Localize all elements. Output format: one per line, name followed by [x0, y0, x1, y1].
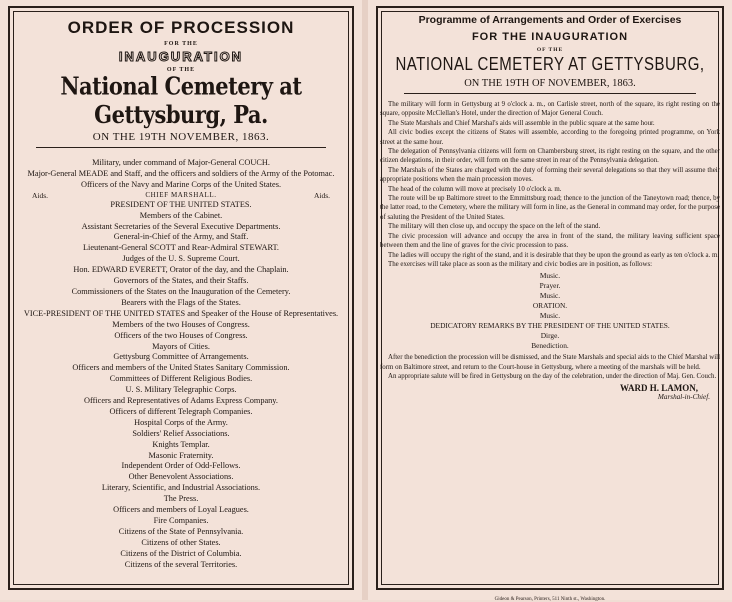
procession-item: Members of the Cabinet.: [139, 210, 223, 220]
procession-item: Citizens of the several Territories.: [124, 559, 238, 569]
closing-paragraph: An appropriate salute will be fired in Gettysburg on the day of the celebration, under the direction of Maj. Gen. Couch.: [388, 373, 717, 381]
procession-item: The Press.: [163, 494, 199, 504]
procession-item: Fire Companies.: [153, 516, 209, 525]
arrangement-paragraph: The head of the column will move at precisely 10 o'clock a. m.: [388, 185, 562, 193]
procession-item: VICE-PRESIDENT OF THE UNITED STATES and Speaker of the House of Representatives.: [23, 308, 339, 318]
divider: [36, 147, 327, 148]
of-the-label: OF THE: [166, 67, 196, 73]
procession-item: Soldiers' Relief Associations.: [132, 428, 230, 438]
order-of-procession-page: [0, 0, 362, 600]
aids-right: Aids.: [313, 190, 330, 200]
exercise-item: Dirge.: [540, 331, 560, 341]
exercise-item: Benediction.: [531, 341, 569, 351]
procession-item: Military, under command of Major-General COUCH.: [92, 158, 270, 167]
procession-item: PRESIDENT OF THE UNITED STATES.: [110, 199, 252, 209]
chief-marshal-row: [10, 191, 352, 200]
procession-item: Officers and members of Loyal Leagues.: [113, 505, 249, 515]
exercise-item: DEDICATORY REMARKS BY THE PRESIDENT OF THE UNITED STATES.: [430, 321, 670, 331]
procession-item: Officers of the Navy and Marine Corps of the United States.: [80, 179, 282, 189]
programme-subtitle: FOR THE INAUGURATION: [471, 31, 629, 43]
procession-item: Knights Templar.: [152, 439, 210, 449]
arrangement-paragraph: The delegation of Pennsylvania citizens will form on Chambersburg street, its right resting on the square, and the other citizen delegations, in their order, will form on the same street in rear of the Pennsylvania delegation.: [380, 148, 720, 165]
procession-item: Bearers with the Flags of the States.: [121, 297, 241, 307]
procession-item: Hon. EDWARD EVERETT, Orator of the day, and the Chaplain.: [73, 265, 289, 275]
closing-paragraphs: [380, 353, 720, 381]
procession-item: Officers of the two Houses of Congress.: [114, 330, 248, 340]
exercise-item: ORATION.: [532, 301, 568, 311]
programme-body: [378, 94, 722, 402]
signature-title: Marshal-in-Chief.: [657, 392, 710, 401]
arrangement-paragraph: The route will be up Baltimore street to the Emmittsburg road; thence to the junction of the Taneytown road; thence, by the latter road, to the Cemetery, where the military will form in line, as the General in command may order, for the purpose of saluting the President of the United States.: [380, 195, 720, 221]
exercise-list: [380, 271, 720, 351]
procession-item: Officers and members of the United States Sanitary Commission.: [72, 363, 290, 373]
procession-item: General-in-Chief of the Army, and Staff.: [113, 232, 249, 242]
inauguration-heading: INAUGURATION: [118, 49, 244, 64]
exercise-item: Music.: [539, 311, 561, 321]
printer-credit: Gideon & Pearson, Printers, 511 Ninth st., Washington.: [494, 597, 606, 602]
procession-item: Commissioners of the States on the Inauguration of the Cemetery.: [71, 286, 291, 296]
procession-item: U. S. Military Telegraphic Corps.: [125, 385, 237, 395]
cemetery-heading: NATIONAL CEMETERY AT GETTYSBURG,: [395, 54, 705, 75]
arrangement-paragraph: The exercises will take place as soon as the military and civic bodies are in position, as follows:: [388, 260, 653, 268]
procession-date: ON THE 19TH NOVEMBER, 1863.: [92, 131, 270, 143]
procession-item: Citizens of other States.: [141, 537, 221, 547]
procession-item: Committees of Different Religious Bodies.: [109, 374, 253, 384]
procession-item: Independent Order of Odd-Fellows.: [121, 461, 241, 471]
procession-list-continued: [10, 200, 352, 571]
arrangement-paragraph: The State Marshals and Chief Marshal's aids will assemble in the public square at the same hour.: [388, 119, 655, 127]
arrangement-paragraph: The Marshals of the States are charged with the duty of forming their several delegations so that they will assume their appropriate positions when the main procession moves.: [380, 166, 720, 184]
procession-item: Citizens of the District of Columbia.: [120, 548, 242, 558]
procession-item: Officers of different Telegraph Companies.: [109, 406, 253, 416]
procession-item: Governors of the States, and their Staffs.: [113, 276, 249, 286]
arrangement-paragraphs: [380, 100, 720, 269]
procession-item: Mayors of Cities.: [152, 341, 210, 351]
closing-paragraph: After the benediction the procession will be dismissed, and the State Marshals and special aids to the Chief Marshal will form on Baltimore street, and return to the Court-house in Gettysburg, where a meeting of the marshals will be held.: [380, 354, 720, 371]
procession-item: Lieutenant-General SCOTT and Rear-Admiral STEWART.: [82, 243, 280, 253]
exercise-item: Music.: [539, 271, 561, 281]
cemetery-name: National Cemetery at Gettysburg, Pa.: [60, 71, 302, 129]
chief-marshal-label: CHIEF MARSHALL.: [145, 190, 217, 199]
programme-title: Programme of Arrangements and Order of Exercises: [418, 14, 682, 26]
procession-item: Citizens of the State of Pennsylvania.: [118, 526, 244, 536]
procession-title: ORDER OF PROCESSION: [67, 18, 295, 37]
arrangement-paragraph: The ladies will occupy the right of the stand, and it is desirable that they be upon the ground as early as ten o'clock a. m.: [388, 251, 720, 259]
procession-item: Members of the two Houses of Congress.: [112, 319, 250, 329]
arrangement-paragraph: The military will then close up, and occupy the space on the left of the stand.: [388, 223, 601, 231]
of-the-label: OF THE: [536, 47, 564, 53]
programme-page: [368, 0, 732, 600]
exercise-item: Music.: [539, 291, 561, 301]
procession-list: [10, 158, 352, 191]
arrangement-paragraph: The military will form in Gettysburg at 9 o'clock a. m., on Carlisle street, north of the square, its right resting on the square, opposite McClellan's Hotel, under the direction of Major General Couch.: [380, 101, 720, 118]
procession-item: Hospital Corps of the Army.: [134, 417, 228, 427]
procession-item: Officers and Representatives of Adams Express Company.: [83, 396, 278, 406]
exercise-item: Prayer.: [539, 281, 561, 291]
signature: WARD H. LAMON,: [620, 382, 698, 393]
for-the-label: FOR THE: [164, 41, 198, 47]
procession-item: Other Benevolent Associations.: [128, 472, 234, 482]
arrangement-paragraph: All civic bodies except the citizens of States will assemble, according to the foregoing printed programme, on York street at the same hour.: [380, 129, 720, 146]
procession-item: Gettysburg Committee of Arrangements.: [113, 352, 249, 362]
procession-item: Assistant Secretaries of the Several Executive Departments.: [81, 221, 281, 231]
arrangement-paragraph: The civic procession will advance and occupy the area in front of the stand, the military leaving sufficient space between them and the line of graves for the civic procession to pass.: [380, 232, 720, 250]
procession-item: Literary, Scientific, and Industrial Associations.: [101, 483, 261, 493]
procession-item: Masonic Fraternity.: [148, 450, 214, 460]
procession-item: Judges of the U. S. Supreme Court.: [122, 254, 240, 264]
aids-left: Aids.: [32, 190, 49, 200]
procession-item: Major-General MEADE and Staff, and the officers and soldiers of the Army of the Potomac.: [27, 168, 335, 178]
programme-date: ON THE 19TH OF NOVEMBER, 1863.: [464, 78, 636, 89]
